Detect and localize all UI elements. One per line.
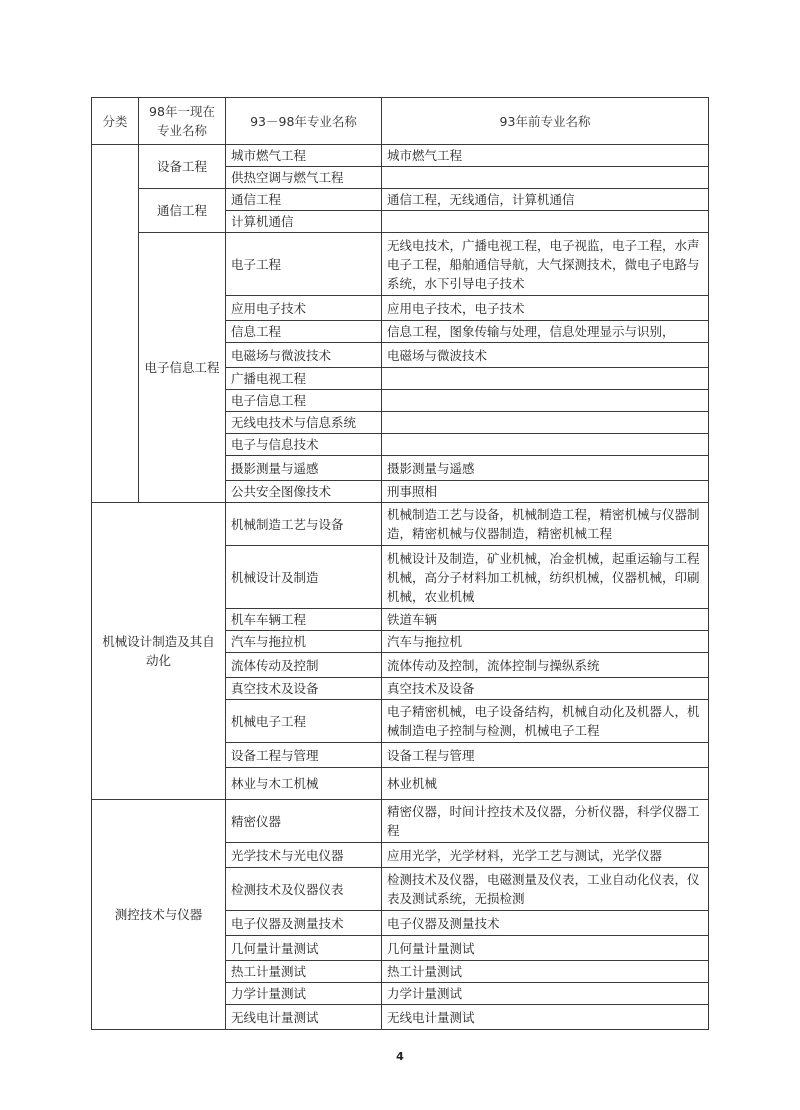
table-row (92, 503, 709, 546)
major-pre-93-cell: 电子仪器及测量技术 (382, 911, 709, 936)
major-93-98-cell: 应用电子技术 (226, 296, 382, 321)
major-93-98-cell: 热工计量测试 (226, 961, 382, 983)
category-cell (92, 145, 139, 503)
major-comparison-table (91, 97, 709, 1030)
major-93-98-cell: 几何量计量测试 (226, 936, 382, 961)
major-pre-93-cell: 应用电子技术，电子技术 (382, 296, 709, 321)
major-93-98-cell: 供热空调与燃气工程 (226, 167, 382, 189)
major-93-98-cell: 流体传动及控制 (226, 653, 382, 678)
major-93-98-cell: 机械制造工艺与设备 (226, 503, 382, 546)
header-93-98-name: 93－98年专业名称 (226, 98, 382, 145)
major-pre-93-cell (382, 211, 709, 233)
major-pre-93-cell: 刑事照相 (382, 481, 709, 503)
table-row (92, 233, 709, 296)
major-93-98-cell: 机车车辆工程 (226, 609, 382, 631)
major-93-98-cell: 电子信息工程 (226, 390, 382, 412)
header-category: 分类 (92, 98, 139, 145)
major-pre-93-cell: 通信工程，无线通信，计算机通信 (382, 189, 709, 211)
major-93-98-cell: 信息工程 (226, 321, 382, 343)
major-pre-93-cell: 林业机械 (382, 768, 709, 800)
header-row (92, 98, 709, 145)
major-pre-93-cell: 机械制造工艺与设备，机械制造工程，精密机械与仪器制造，精密机械与仪器制造，精密机械工程 (382, 503, 709, 546)
major-93-98-cell: 城市燃气工程 (226, 145, 382, 167)
header-pre-93-name: 93年前专业名称 (382, 98, 709, 145)
major-93-98-cell: 真空技术及设备 (226, 678, 382, 700)
major-93-98-cell: 光学技术与光电仪器 (226, 843, 382, 868)
page-number: 4 (396, 1050, 404, 1063)
major-pre-93-cell: 精密仪器，时间计控技术及仪器，分析仪器，科学仪器工程 (382, 800, 709, 843)
major-pre-93-cell: 热工计量测试 (382, 961, 709, 983)
major-pre-93-cell: 信息工程，图象传输与处理，信息处理显示与识别， (382, 321, 709, 343)
major-pre-93-cell (382, 390, 709, 412)
current-major-cell: 设备工程 (139, 145, 226, 189)
major-93-98-cell: 汽车与拖拉机 (226, 631, 382, 653)
current-major-cell: 通信工程 (139, 189, 226, 233)
major-pre-93-cell: 检测技术及仪器，电磁测量及仪表，工业自动化仪表，仪表及测试系统，无损检测 (382, 868, 709, 911)
major-pre-93-cell: 摄影测量与遥感 (382, 456, 709, 481)
current-major-cell: 电子信息工程 (139, 233, 226, 503)
major-93-98-cell: 电子与信息技术 (226, 434, 382, 456)
major-93-98-cell: 无线电技术与信息系统 (226, 412, 382, 434)
table-row (92, 145, 709, 167)
major-pre-93-cell (382, 412, 709, 434)
major-pre-93-cell (382, 368, 709, 390)
major-93-98-cell: 广播电视工程 (226, 368, 382, 390)
major-pre-93-cell: 设备工程与管理 (382, 743, 709, 768)
major-93-98-cell: 机械电子工程 (226, 700, 382, 743)
major-93-98-cell: 电子工程 (226, 233, 382, 296)
major-93-98-cell: 电磁场与微波技术 (226, 343, 382, 368)
major-93-98-cell: 精密仪器 (226, 800, 382, 843)
category-cell: 测控技术与仪器 (92, 800, 226, 1030)
major-pre-93-cell: 电磁场与微波技术 (382, 343, 709, 368)
major-93-98-cell: 通信工程 (226, 189, 382, 211)
major-93-98-cell: 设备工程与管理 (226, 743, 382, 768)
major-93-98-cell: 电子仪器及测量技术 (226, 911, 382, 936)
major-pre-93-cell: 无线电技术，广播电视工程，电子视监，电子工程，水声电子工程，船舶通信导航，大气探测技术，微电子电路与系统，水下引导电子技术 (382, 233, 709, 296)
header-current-name: 98年一现在专业名称 (139, 98, 226, 145)
major-pre-93-cell: 汽车与拖拉机 (382, 631, 709, 653)
major-93-98-cell: 摄影测量与遥感 (226, 456, 382, 481)
major-93-98-cell: 检测技术及仪器仪表 (226, 868, 382, 911)
major-pre-93-cell: 铁道车辆 (382, 609, 709, 631)
major-pre-93-cell: 流体传动及控制，流体控制与操纵系统 (382, 653, 709, 678)
category-cell: 机械设计制造及其自动化 (92, 503, 226, 800)
major-pre-93-cell: 真空技术及设备 (382, 678, 709, 700)
major-93-98-cell: 公共安全图像技术 (226, 481, 382, 503)
major-93-98-cell: 林业与木工机械 (226, 768, 382, 800)
major-pre-93-cell: 电子精密机械，电子设备结构，机械自动化及机器人，机械制造电子控制与检测，机械电子工程 (382, 700, 709, 743)
table-row (92, 800, 709, 843)
major-pre-93-cell: 几何量计量测试 (382, 936, 709, 961)
major-pre-93-cell: 应用光学，光学材料，光学工艺与测试，光学仪器 (382, 843, 709, 868)
major-93-98-cell: 机械设计及制造 (226, 546, 382, 609)
major-pre-93-cell: 城市燃气工程 (382, 145, 709, 167)
major-93-98-cell: 无线电计量测试 (226, 1005, 382, 1030)
major-93-98-cell: 力学计量测试 (226, 983, 382, 1005)
major-pre-93-cell: 力学计量测试 (382, 983, 709, 1005)
major-93-98-cell: 计算机通信 (226, 211, 382, 233)
major-pre-93-cell: 无线电计量测试 (382, 1005, 709, 1030)
major-pre-93-cell (382, 434, 709, 456)
table-row (92, 189, 709, 211)
major-pre-93-cell: 机械设计及制造，矿业机械，冶金机械，起重运输与工程机械，高分子材料加工机械，纺织机械，仪器机械，印刷机械，农业机械 (382, 546, 709, 609)
major-pre-93-cell (382, 167, 709, 189)
